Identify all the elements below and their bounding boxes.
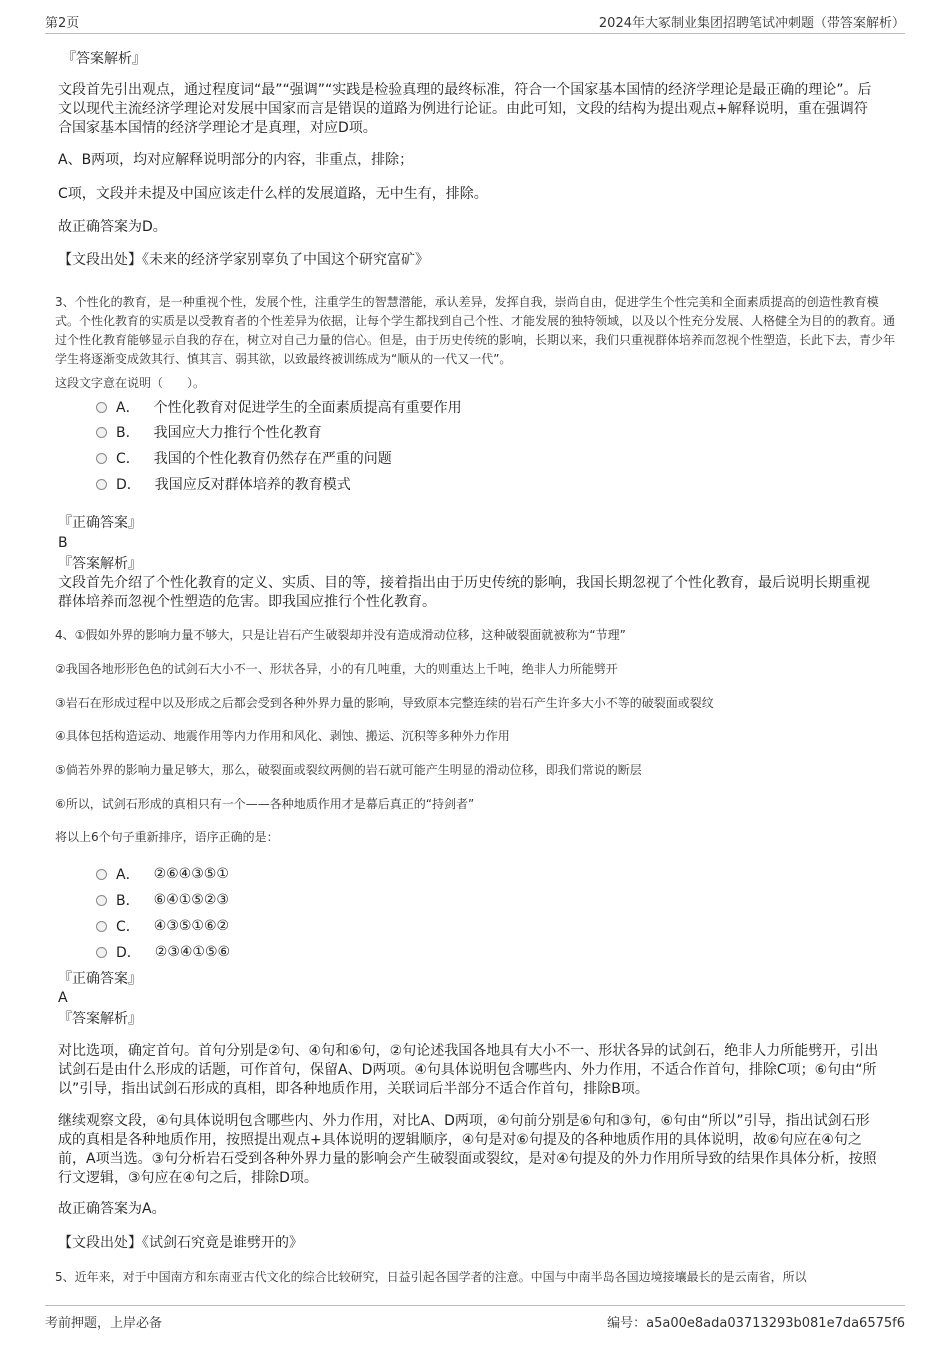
option-text: 我国应反对群体培养的教育模式 [154, 477, 351, 493]
q3-option-b[interactable] [96, 422, 322, 442]
option-letter: D． [116, 945, 141, 961]
q4-analysis-p1: 对比选项，确定首句。首句分别是②句、④句和⑥句，②句论述我国各地具有大小不一、形状各异的试剑石，绝非人力所能劈开，引出试剑石是由什么形成的话题，可作首句，保留A、D两项。④句具体说明包含哪些内、外力作用，不适合作首句，排除C项；⑥句由“所以”引导，指出试剑石形成的真相，即各种地质作用，关联词后半部分不适合作首句，排除B项。 [58, 1043, 879, 1097]
option-letter: C． [116, 919, 140, 935]
q3-option-a[interactable] [96, 397, 462, 417]
q4-sentence-6: ⑥所以，试剑石形成的真相只有一个——各种地质作用才是幕后真正的“持剑者” [55, 797, 475, 811]
radio-icon[interactable] [96, 427, 107, 438]
q3-answer-label: 『正确答案』 [58, 515, 142, 531]
q4-option-c[interactable] [96, 916, 229, 936]
q4-sentence-3: ③岩石在形成过程中以及形成之后都会受到各种外界力量的影响，导致原本完整连续的岩石产生许多大小不等的破裂面或裂纹 [55, 696, 714, 710]
q3-analysis: 文段首先介绍了个性化教育的定义、实质、目的等，接着指出由于历史传统的影响，我国长期忽视了个性化教育，最后说明长期重视群体培养而忽视个性塑造的危害。即我国应推行个性化教育。 [58, 575, 870, 610]
q4-sentence-5: ⑤倘若外界的影响力量足够大，那么，破裂面或裂纹两侧的岩石就可能产生明显的滑动位移，即我们常说的断层 [55, 763, 642, 777]
q2-source: 【文段出处】《未来的经济学家别辜负了中国这个研究富矿》 [58, 252, 429, 268]
option-text: 我国的个性化教育仍然存在严重的问题 [153, 451, 392, 467]
q2-analysis-p3: C项，文段并未提及中国应该走什么样的发展道路，无中生有，排除。 [58, 186, 488, 202]
q3-question: 这段文字意在说明（ ）。 [55, 376, 206, 390]
q3-analysis-label: 『答案解析』 [58, 556, 142, 572]
radio-icon[interactable] [96, 921, 107, 932]
radio-icon[interactable] [96, 402, 107, 413]
q4-answer-label: 『正确答案』 [58, 971, 142, 987]
q4-source: 【文段出处】《试剑石究竟是谁劈开的》 [58, 1235, 303, 1251]
footer-slogan: 考前押题，上岸必备 [45, 1316, 163, 1331]
q3-option-d[interactable] [96, 474, 351, 494]
option-text: ④③⑤①⑥② [153, 918, 230, 934]
q4-sentence-2: ②我国各地形形色色的试剑石大小不一、形状各异，小的有几吨重，大的则重达上千吨，绝非人力所能劈开 [55, 662, 618, 676]
radio-icon[interactable] [96, 947, 107, 958]
option-text: 我国应大力推行个性化教育 [153, 425, 322, 441]
footer-divider [45, 1305, 905, 1306]
q5-stem: 5、近年来，对于中国南方和东南亚古代文化的综合比较研究，日益引起各国学者的注意。中国与中南半岛各国边境接壤最长的是云南省，所以 [55, 1270, 807, 1284]
q2-analysis-label: 『答案解析』 [62, 51, 146, 67]
option-letter: D． [116, 477, 141, 493]
q2-analysis-p1: 文段首先引出观点，通过程度词“最”“强调”“实践是检验真理的最终标准，符合一个国家基本国情的经济学理论是最正确的理论”。后文以现代主流经济学理论对发展中国家而言是错误的道路为例进行论证。由此可知，文段的结构为提出观点+解释说明，重在强调符合国家基本国情的经济学理论才是真理，对应D项。 [58, 82, 872, 136]
radio-icon[interactable] [96, 869, 107, 880]
header-divider [45, 33, 905, 34]
option-letter: A． [116, 400, 140, 416]
document-code: 编号：a5a00e8ada03713293b081e7da6575f6 [607, 1316, 905, 1331]
radio-icon[interactable] [96, 895, 107, 906]
q4-sentence-1: 4、①假如外界的影响力量不够大，只是让岩石产生破裂却并没有造成滑动位移，这种破裂面就被称为“节理” [55, 628, 626, 642]
q2-analysis-p2: A、B两项，均对应解释说明部分的内容，非重点，排除； [58, 152, 414, 168]
q3-answer: B [58, 535, 68, 551]
q4-analysis-label: 『答案解析』 [58, 1011, 142, 1027]
option-letter: B． [116, 425, 140, 441]
q3-option-c[interactable] [96, 448, 392, 468]
option-text: ②⑥④③⑤① [153, 866, 229, 882]
q3-stem: 3、个性化的教育，是一种重视个性，发展个性，注重学生的智慧潜能，承认差异，发挥自我，崇尚自由，促进学生个性完美和全面素质提高的创造性教育模式。个性化教育的实质是以受教育者的个性差异为依据，让每个学生都找到自己个性、才能发展的独特领域，以及以个性充分发展、人格健全为目的的教育。通过个性化教育能够显示自我的存在，树立对自己力量的信心。但是，由于历史传统的影响，长期以来，我们只重视群体培养而忽视个性塑造，长此下去，青少年学生将逐渐变成敛其行、慎其言、弱其欲，以致最终被训练成为“顺从的一代又一代”。 [55, 295, 896, 366]
option-text: ②③④①⑤⑥ [154, 944, 231, 960]
q4-option-b[interactable] [96, 890, 229, 910]
radio-icon[interactable] [96, 453, 107, 464]
q4-sentence-4: ④具体包括构造运动、地震作用等内力作用和风化、剥蚀、搬运、沉积等多种外力作用 [55, 729, 510, 743]
page-number: 第2页 [45, 16, 80, 31]
q4-option-a[interactable] [96, 864, 229, 884]
option-text: 个性化教育对促进学生的全面素质提高有重要作用 [153, 400, 462, 416]
option-letter: B． [116, 893, 140, 909]
q4-option-d[interactable] [96, 942, 230, 962]
q2-analysis-p4: 故正确答案为D。 [58, 219, 167, 235]
radio-icon[interactable] [96, 479, 107, 490]
q4-analysis-p3: 故正确答案为A。 [58, 1201, 166, 1217]
option-letter: C． [116, 451, 140, 467]
q4-answer: A [58, 990, 68, 1006]
document-title: 2024年大冢制业集团招聘笔试冲刺题（带答案解析） [598, 16, 905, 31]
option-letter: A． [116, 867, 140, 883]
q4-question: 将以上6个句子重新排序，语序正确的是： [55, 830, 279, 844]
q4-analysis-p2: 继续观察文段，④句具体说明包含哪些内、外力作用，对比A、D两项，④句前分别是⑥句和③句，⑥句由“所以”引导，指出试剑石形成的真相是各种地质作用，按照提出观点+具体说明的逻辑顺序，④句是对⑥句提及的各种地质作用的具体说明，故⑥句应在④句之前，A项当选。③句分析岩石受到各种外界力量的影响会产生破裂面或裂纹，是对④句提及的外力作用所导致的结果作具体分析，按照行文逻辑，③句应在④句之后，排除D项。 [58, 1113, 877, 1186]
option-text: ⑥④①⑤②③ [153, 892, 229, 908]
